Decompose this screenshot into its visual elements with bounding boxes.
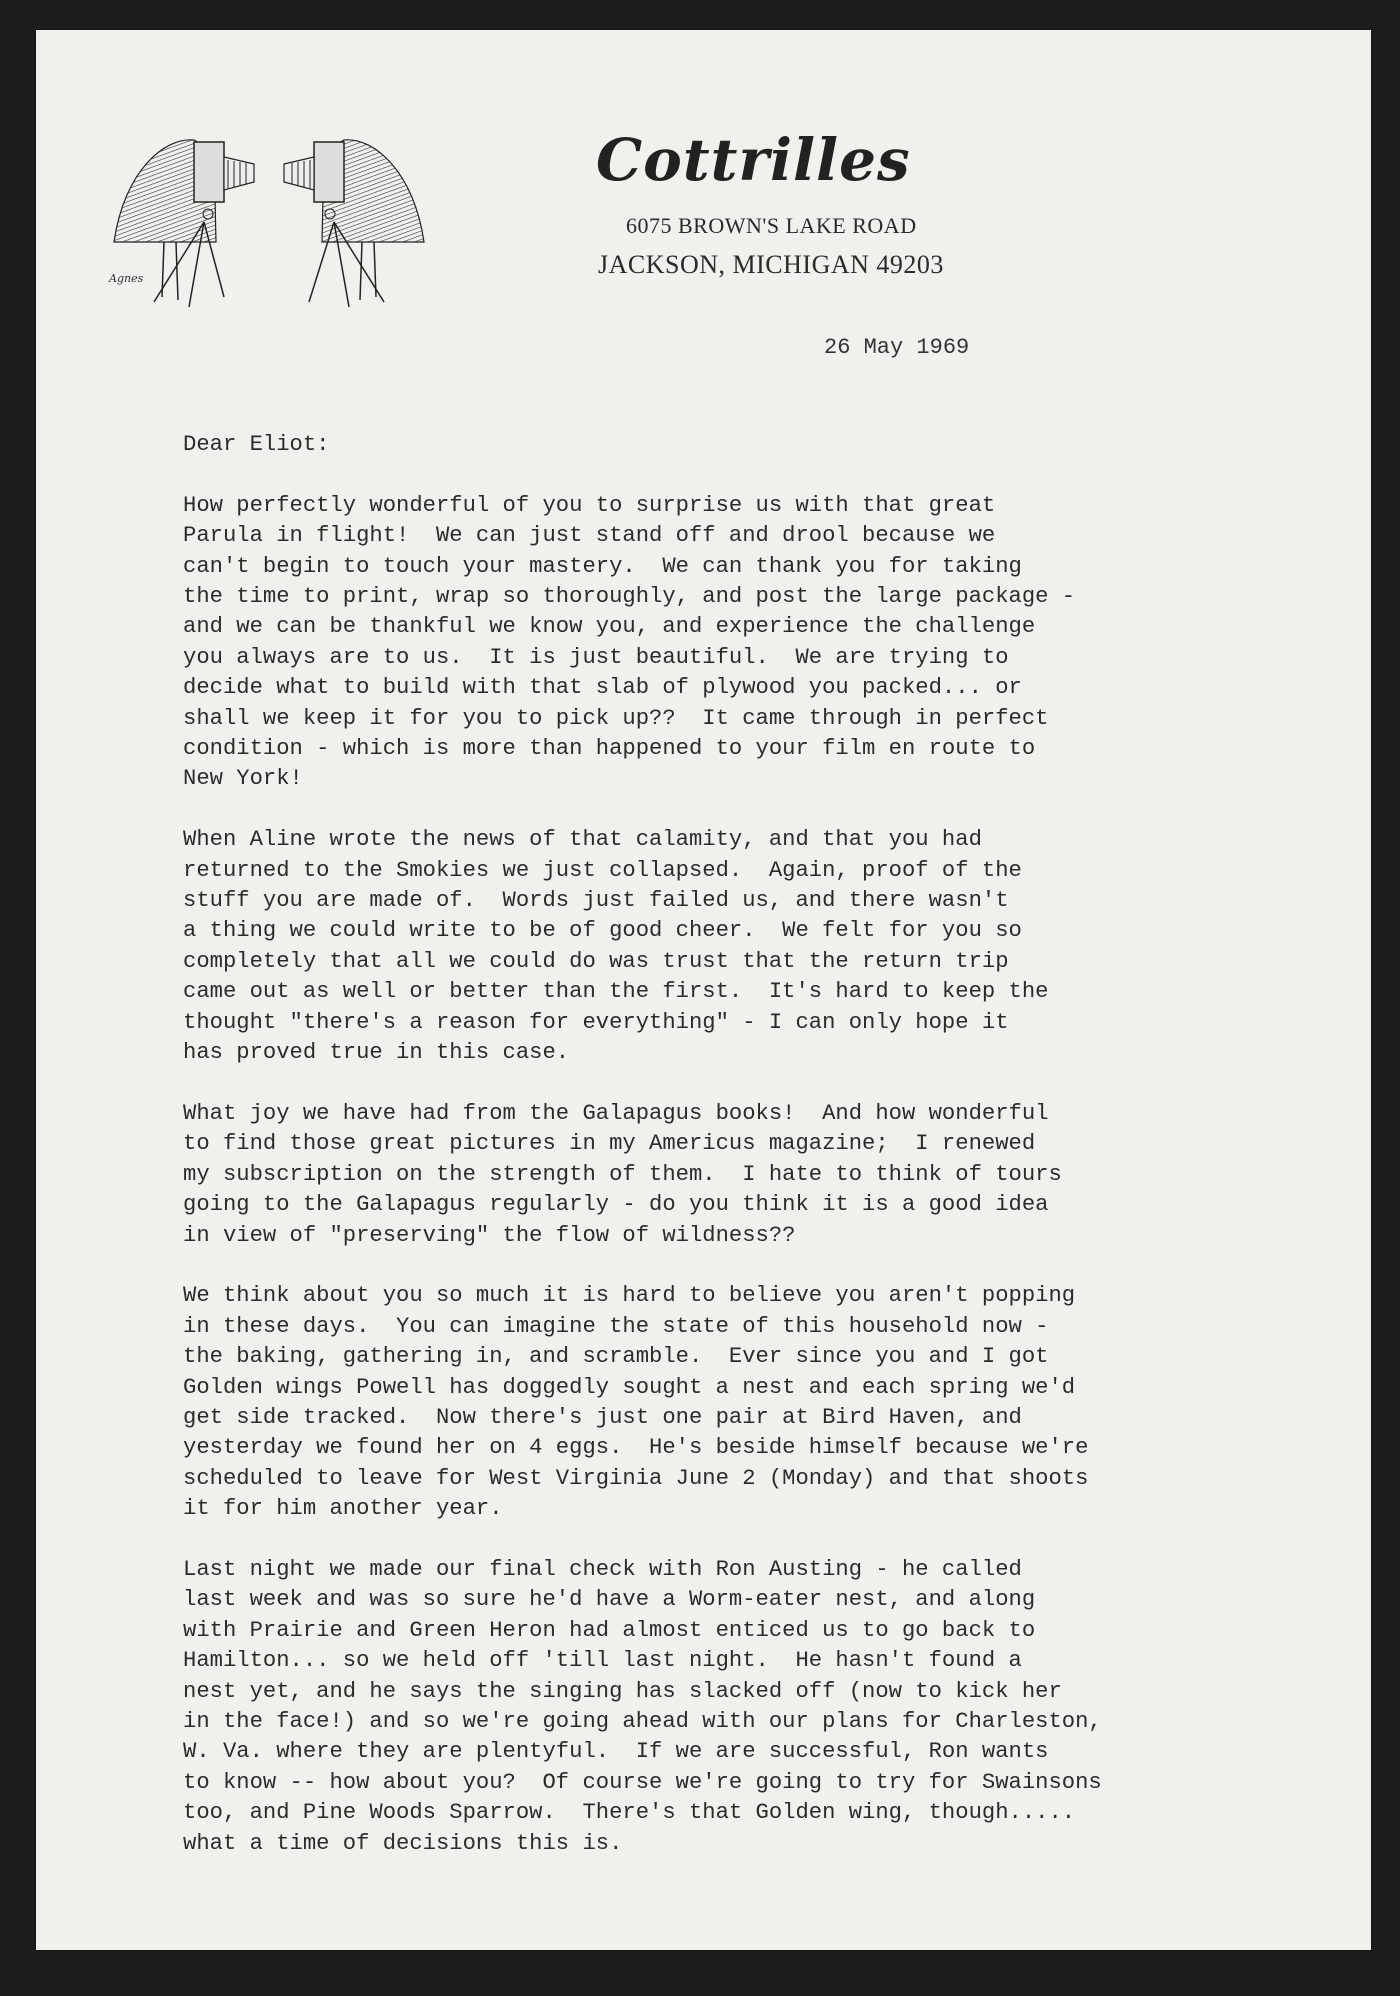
text-line: last week and was so sure he'd have a Worm-eater nest, and along [183,1587,1036,1613]
text-line: it for him another year. [183,1496,503,1522]
text-line: get side tracked. Now there's just one pair at Bird Haven, and [183,1404,1022,1430]
paragraph [183,825,1293,1068]
text-line: to find those great pictures in my Americus magazine; I renewed [183,1131,1036,1157]
photographers-illustration [104,112,434,312]
text-line: what a time of decisions this is. [183,1830,623,1856]
text-line: in view of "preserving" the flow of wildness?? [183,1222,796,1248]
text-line: W. Va. where they are plentyful. If we are successful, Ron wants [183,1739,1049,1765]
letter-body [183,430,1293,1889]
text-line: shall we keep it for you to pick up?? It came through in perfect [183,705,1049,731]
text-line: has proved true in this case. [183,1040,570,1066]
text-line: you always are to us. It is just beautiful. We are trying to [183,644,1009,670]
text-line: and we can be thankful we know you, and experience the challenge [183,614,1036,640]
text-line: in the face!) and so we're going ahead with our plans for Charleston, [183,1708,1102,1734]
letterhead-address-street: 6075 BROWN'S LAKE ROAD [626,213,917,238]
paragraph [183,1281,1293,1524]
letter-paragraphs [183,491,1293,1859]
text-line: stuff you are made of. Words just failed us, and there wasn't [183,888,1009,914]
paragraph [183,1099,1293,1251]
text-line: came out as well or better than the first. It's hard to keep the [183,979,1049,1005]
text-line: with Prairie and Green Heron had almost enticed us to go back to [183,1617,1036,1643]
text-line: Parula in flight! We can just stand off and drool because we [183,523,996,549]
letterhead-name: Cottrilles [596,126,911,194]
text-line: Hamilton... so we held off 'till last night. He hasn't found a [183,1648,1022,1674]
text-line: can't begin to touch your mastery. We can thank you for taking [183,553,1022,579]
text-line: New York! [183,766,303,792]
text-line: nest yet, and he says the singing has slacked off (now to kick her [183,1678,1062,1704]
text-line: We think about you so much it is hard to believe you aren't popping [183,1283,1076,1309]
paragraph [183,1555,1293,1859]
text-line: the baking, gathering in, and scramble. Ever since you and I got [183,1344,1049,1370]
text-line: in these days. You can imagine the state of this household now - [183,1313,1049,1339]
text-line: thought "there's a reason for everything" - I can only hope it [183,1009,1009,1035]
text-line: scheduled to leave for West Virginia June 2 (Monday) and that shoots [183,1465,1089,1491]
text-line: What joy we have had from the Galapagus books! And how wonderful [183,1100,1049,1126]
text-line: completely that all we could do was trust that the return trip [183,948,1009,974]
paragraph [183,491,1293,795]
text-line: How perfectly wonderful of you to surprise us with that great [183,492,996,518]
text-line: going to the Galapagus regularly - do you think it is a good idea [183,1192,1049,1218]
text-line: Last night we made our final check with Ron Austing - he called [183,1556,1022,1582]
text-line: decide what to build with that slab of plywood you packed... or [183,675,1022,701]
text-line: the time to print, wrap so thoroughly, and post the large package - [183,584,1076,610]
letterhead-address-city: JACKSON, MICHIGAN 49203 [598,250,944,279]
text-line: to know -- how about you? Of course we're going to try for Swainsons [183,1769,1102,1795]
salutation: Dear Eliot: [183,432,330,457]
letter-date: 26 May 1969 [824,335,970,360]
text-line: condition - which is more than happened to your film en route to [183,736,1036,762]
text-line: yesterday we found her on 4 eggs. He's beside himself because we're [183,1435,1089,1461]
text-line: When Aline wrote the news of that calamity, and that you had [183,827,982,853]
text-line: Golden wings Powell has doggedly sought a nest and each spring we'd [183,1374,1076,1400]
letter-page [36,30,1371,1950]
text-line: too, and Pine Woods Sparrow. There's that Golden wing, though..... [183,1800,1076,1826]
text-line: returned to the Smokies we just collapsed. Again, proof of the [183,857,1022,883]
svg-text:Agnes: Agnes [109,272,144,285]
text-line: a thing we could write to be of good cheer. We felt for you so [183,918,1022,944]
text-line: my subscription on the strength of them. I hate to think of tours [183,1161,1062,1187]
